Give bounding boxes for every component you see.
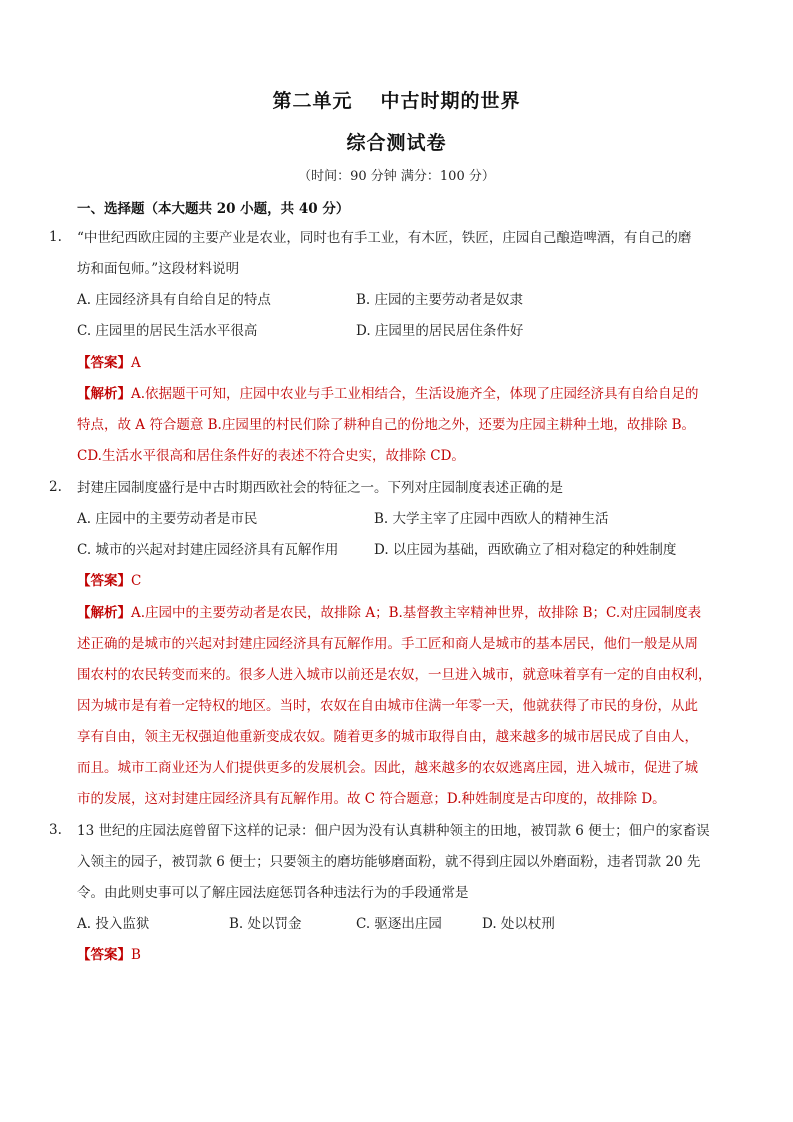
analysis-label: 【解析】	[77, 386, 131, 402]
question-stem-line: “中世纪西欧庄园的主要产业是农业，同时也有手工业，有木匠，铁匠，庄园自己酿造啤酒，有自己的磨	[77, 230, 692, 246]
option-b: B. 处以罚金	[229, 916, 302, 932]
section-heading: 一、选择题（本大题共 20 小题，共 40 分）	[77, 201, 350, 217]
analysis-text: 特点，故 A 符合题意 B.庄园里的村民们除了耕种自己的份地之外，还要为庄园主耕种土地，故排除 B。	[77, 417, 696, 433]
analysis-line	[77, 604, 701, 622]
option-d: D. 处以杖刑	[482, 916, 555, 932]
answer-label: 【答案】	[77, 573, 131, 589]
analysis-text: CD.生活水平很高和居住条件好的表述不符合史实，故排除 CD。	[77, 448, 465, 464]
question-stem-line: 坊和面包师。”这段材料说明	[77, 261, 240, 277]
answer-line	[77, 354, 141, 372]
question-number: 1.	[49, 229, 62, 245]
analysis-text: 享有自由，领主无权强迫他重新变成农奴。随着更多的城市取得自由，越来越多的城市居民成了自由人，	[77, 729, 698, 745]
answer-line	[77, 946, 141, 964]
option-d: D. 庄园里的居民居住条件好	[356, 323, 524, 339]
option-c: C. 城市的兴起对封建庄园经济具有瓦解作用	[77, 542, 339, 558]
analysis-text: A.依据题干可知，庄园中农业与手工业相结合，生活设施齐全，体现了庄园经济具有自给自足的	[131, 386, 699, 402]
option-b: B. 大学主宰了庄园中西欧人的精神生活	[374, 511, 609, 527]
option-a: A. 庄园经济具有自给自足的特点	[77, 292, 271, 308]
option-c: C. 驱逐出庄园	[356, 916, 442, 932]
analysis-text: 因为城市是有着一定特权的地区。当时，农奴在自由城市住满一年零一天，他就获得了市民的身份，从此	[77, 698, 698, 714]
analysis-text: 市的发展，这对封建庄园经济具有瓦解作用。故 C 符合题意；D.种姓制度是古印度的，故排除 D。	[77, 791, 666, 807]
analysis-label: 【解析】	[77, 605, 131, 621]
option-d: D. 以庄园为基础，西欧确立了相对稳定的种姓制度	[374, 542, 677, 558]
time-info: （时间：90 分钟 满分：100 分）	[298, 169, 495, 184]
analysis-text: 述正确的是城市的兴起对封建庄园经济具有瓦解作用。手工匠和商人是城市的基本居民，他们一般是从周	[77, 636, 698, 652]
question-stem-line: 13 世纪的庄园法庭曾留下这样的记录：佃户因为没有认真耕种领主的田地，被罚款 6 便士；佃户的家畜误	[77, 823, 710, 839]
answer-label: 【答案】	[77, 947, 131, 963]
answer-line	[77, 572, 141, 590]
option-a: A. 投入监狱	[77, 916, 150, 932]
answer-value: C	[131, 573, 142, 589]
analysis-text: 而且。城市工商业还为人们提供更多的发展机会。因此，越来越多的农奴逃离庄园，进入城市，促进了城	[77, 760, 698, 776]
question-stem-line: 令。由此则史事可以了解庄园法庭惩罚各种违法行为的手段通常是	[77, 885, 469, 901]
page-title	[0, 86, 793, 113]
analysis-line	[77, 385, 699, 403]
test-title: 综合测试卷	[346, 132, 447, 154]
answer-label: 【答案】	[77, 355, 131, 371]
analysis-text: A.庄园中的主要劳动者是农民，故排除 A；B.基督教主宰精神世界，故排除 B；C.对庄园制度表	[131, 605, 702, 621]
answer-value: B	[131, 947, 141, 963]
analysis-text: 围农村的农民转变而来的。很多人进入城市以前还是农奴，一旦进入城市，就意味着享有一定的自由权利，	[77, 667, 712, 683]
option-c: C. 庄园里的居民生活水平很高	[77, 323, 258, 339]
unit-title: 中古时期的世界	[380, 90, 521, 112]
unit-label: 第二单元	[272, 90, 353, 112]
question-stem-line: 入领主的园子，被罚款 6 便士；只要领主的磨坊能够磨面粉，就不得到庄园以外磨面粉，违者罚款 20 先	[77, 854, 701, 870]
answer-value: A	[131, 355, 141, 371]
option-b: B. 庄园的主要劳动者是奴隶	[356, 292, 524, 308]
option-a: A. 庄园中的主要劳动者是市民	[77, 511, 258, 527]
question-stem-line: 封建庄园制度盛行是中古时期西欧社会的特征之一。下列对庄园制度表述正确的是	[77, 480, 563, 496]
question-number: 3.	[49, 822, 62, 838]
question-number: 2.	[49, 479, 62, 495]
